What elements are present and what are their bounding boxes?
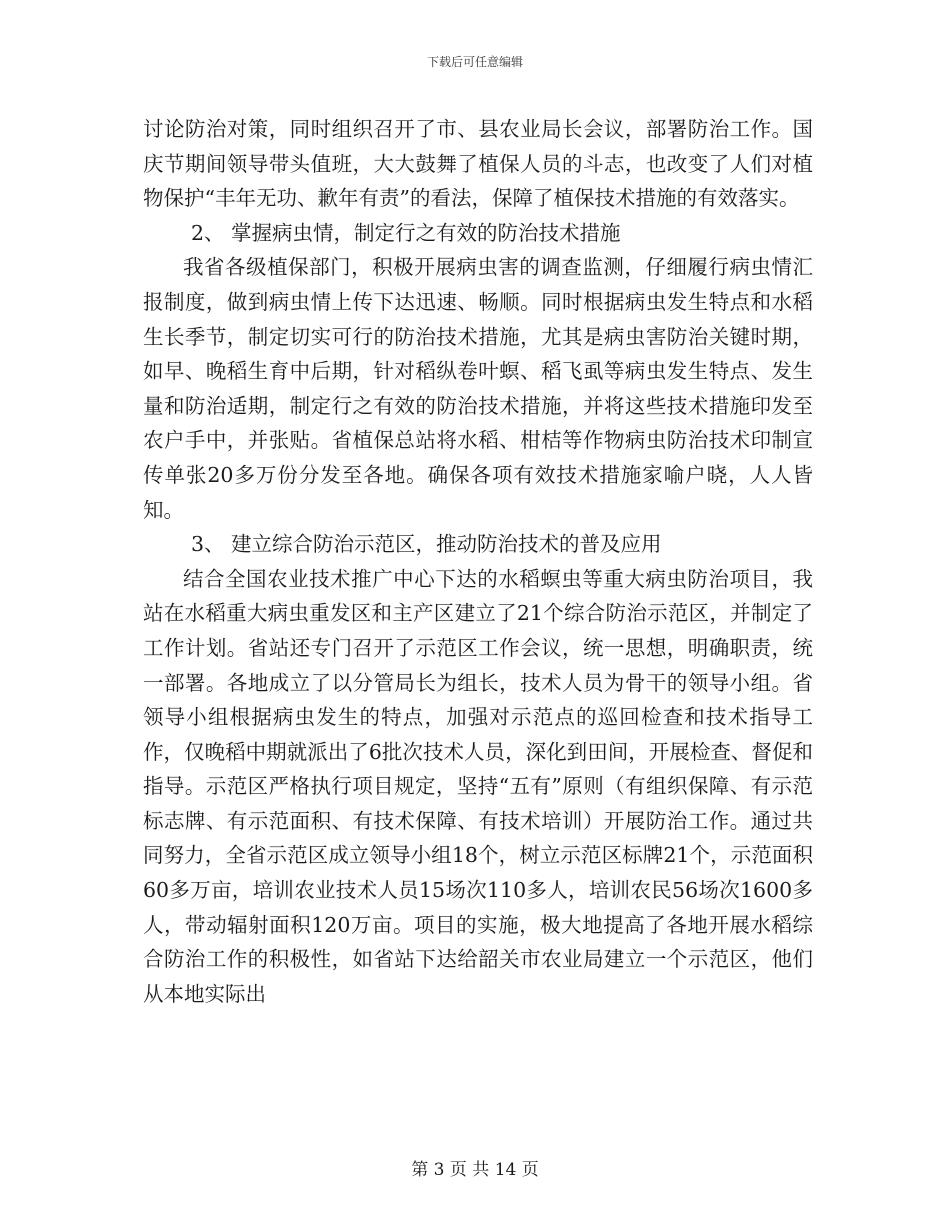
page-number-footer: 第 3 页 共 14 页: [411, 1160, 539, 1180]
paragraph-continued: 讨论防治对策，同时组织召开了市、县农业局长会议，部署防治工作。国庆节期间领导带头值班，大大鼓舞了植保人员的斗志，也改变了人们对植物保护“丰年无功、歉年有责”的看法，保障了植保技术措施的有效落实。: [143, 117, 813, 211]
paragraph-section-2: 我省各级植保部门，积极开展病虫害的调查监测，仔细履行病虫情汇报制度，做到病虫情上传下达迅速、畅顺。同时根据病虫发生特点和水稻生长季节，制定切实可行的防治技术措施，尤其是病虫害防治关键时期，如早、晚稻生育中后期，针对稻纵卷叶螟、稻飞虱等病虫发生特点、发生量和防治适期，制定行之有效的防治技术措施，并将这些技术措施印发至农户手中，并张贴。省植保总站将水稻、柑桔等作物病虫防治技术印制宣传单张20多万份分发至各地。确保各项有效技术措施家喻户晓，人人皆知。: [143, 255, 813, 522]
header-note: 下载后可任意编辑: [426, 55, 523, 69]
section-heading-2: 2、 掌握病虫情，制定行之有效的防治技术措施: [191, 220, 621, 245]
paragraph-section-3: 结合全国农业技术推广中心下达的水稻螟虫等重大病虫防治项目，我站在水稻重大病虫重发区和主产区建立了21个综合防治示范区，并制定了工作计划。省站还专门召开了示范区工作会议，统一思想，明确职责，统一部署。各地成立了以分管局长为组长，技术人员为骨干的领导小组。省领导小组根据病虫发生的特点，加强对示范点的巡回检查和技术指导工作，仅晚稻中期就派出了6批次技术人员，深化到田间，开展检查、督促和指导。示范区严格执行项目规定，坚持“五有”原则（有组织保障、有示范标志牌、有示范面积、有技术保障、有技术培训）开展防治工作。通过共同努力，全省示范区成立领导小组18个，树立示范区标牌21个，示范面积60多万亩，培训农业技术人员15场次110多人，培训农民56场次1600多人，带动辐射面积120万亩。项目的实施，极大地提高了各地开展水稻综合防治工作的积极性，如省站下达给韶关市农业局建立一个示范区，他们从本地实际出: [143, 566, 813, 1006]
document-body: [143, 112, 813, 1011]
section-heading-3: 3、 建立综合防治示范区，推动防治技术的普及应用: [191, 532, 662, 557]
